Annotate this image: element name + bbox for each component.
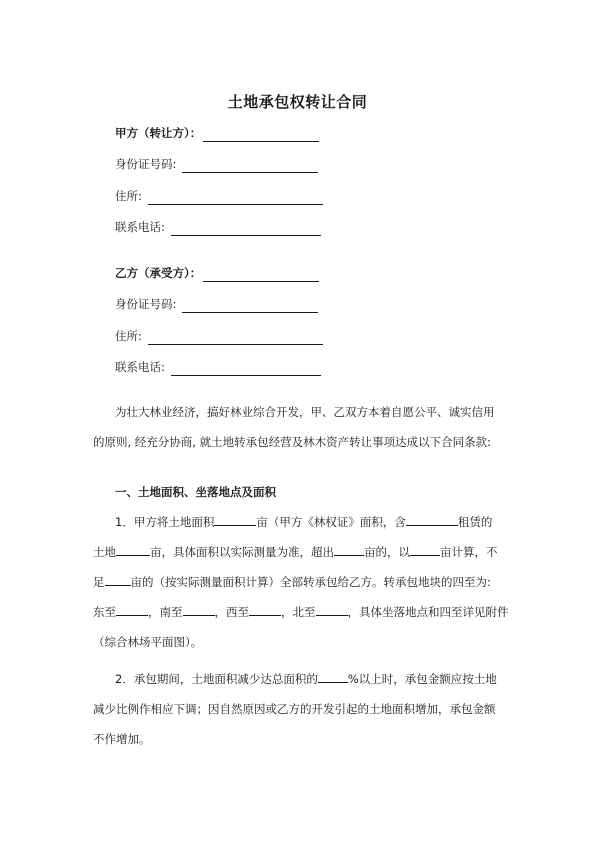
east-boundary-blank[interactable] [116,603,148,616]
clause-2-text: 2．承包期间，土地面积减少达总面积的 [115,672,318,686]
clause-1-text: ，南至 [148,605,183,619]
clause-1-text: 亩计算，不 [440,545,498,559]
clause-1-line-5: （综合林场平面图）。 [93,635,203,649]
west-boundary-blank[interactable] [249,603,281,616]
clause-1 [93,507,507,657]
clause-1-text: ，北至 [281,605,316,619]
party-b-row [115,264,319,282]
clause-2 [93,664,507,754]
clause-1-text: ，西至 [214,605,249,619]
party-a-row [115,124,319,142]
clause-2-text: %以上时，承包金额应按土地 [347,672,497,686]
party-b-name-blank[interactable] [203,267,319,282]
party-a-address-blank[interactable] [148,190,323,205]
reduction-percent-blank[interactable] [318,670,348,683]
document-title: 土地承包权转让合同 [227,93,368,111]
clause-1-text: 亩，具体面积以实际测量为准，超出 [150,545,334,559]
party-b-label: 乙方（承受方）： [115,266,202,280]
north-boundary-blank[interactable] [316,603,348,616]
area-blank[interactable] [214,513,256,526]
cap-area-blank[interactable] [410,543,440,556]
party-a-phone-label: 联系电话: [115,220,165,234]
party-a-id-blank[interactable] [182,158,318,173]
party-b-id-row [115,295,318,313]
party-b-phone-row [115,358,321,376]
clause-1-line-4 [93,597,507,627]
party-b-address-row [115,327,323,345]
clause-1-text: 亩的，以 [364,545,410,559]
intro-line-2: 的原则, 经充分协商, 就土地转承包经营及林木资产转让事项达成以下合同条款: [93,435,491,449]
clause-2-line-1 [93,664,507,694]
party-a-name-blank[interactable] [203,127,319,142]
clause-2-line-2: 减少比例作相应下调；因自然原因或乙方的开发引起的土地面积增加，承包金额 [93,702,496,716]
clause-1-text: 租赁的 [457,515,493,529]
excess-area-blank[interactable] [334,543,364,556]
party-b-id-blank[interactable] [182,298,318,313]
clause-1-text: ，具体坐落地点和四至详见附件 [347,605,509,619]
clause-2-line-3: 不作增加。 [93,732,151,746]
leased-area-blank[interactable] [406,513,458,526]
party-b-id-label: 身份证号码: [115,297,177,311]
party-b-phone-label: 联系电话: [115,360,165,374]
land-area-blank[interactable] [116,543,150,556]
party-a-id-row [115,155,318,173]
party-a-id-label: 身份证号码: [115,157,177,171]
clause-1-text: 亩（甲方《林权证》面积，含 [256,515,406,529]
party-b-address-label: 住所: [115,329,142,343]
clause-1-line-1 [93,507,507,537]
intro-line-1: 为壮大林业经济，搞好林业综合开发，甲、乙双方本着自愿公平、诚实信用 [115,405,495,419]
south-boundary-blank[interactable] [183,603,215,616]
party-a-label: 甲方（转让方）： [115,126,202,140]
party-a-phone-row [115,218,321,236]
clause-1-text: 足 [93,575,105,589]
clause-1-line-3 [93,567,507,597]
clause-1-text: 土地 [93,545,116,559]
shortfall-area-blank[interactable] [105,573,131,586]
party-a-address-row [115,187,323,205]
intro-paragraph [93,397,507,457]
clause-1-text: 1．甲方将土地面积 [115,515,215,529]
section-1-heading: 一、土地面积、坐落地点及面积 [115,485,276,499]
party-a-address-label: 住所: [115,189,142,203]
clause-1-text: 东至 [93,605,116,619]
party-b-address-blank[interactable] [148,330,323,345]
clause-1-text: 亩的（按实际测量面积计算）全部转承包给乙方。转承包地块的四至为: [130,575,491,589]
party-b-phone-blank[interactable] [171,361,321,376]
clause-1-line-2 [93,537,507,567]
party-a-phone-blank[interactable] [171,221,321,236]
